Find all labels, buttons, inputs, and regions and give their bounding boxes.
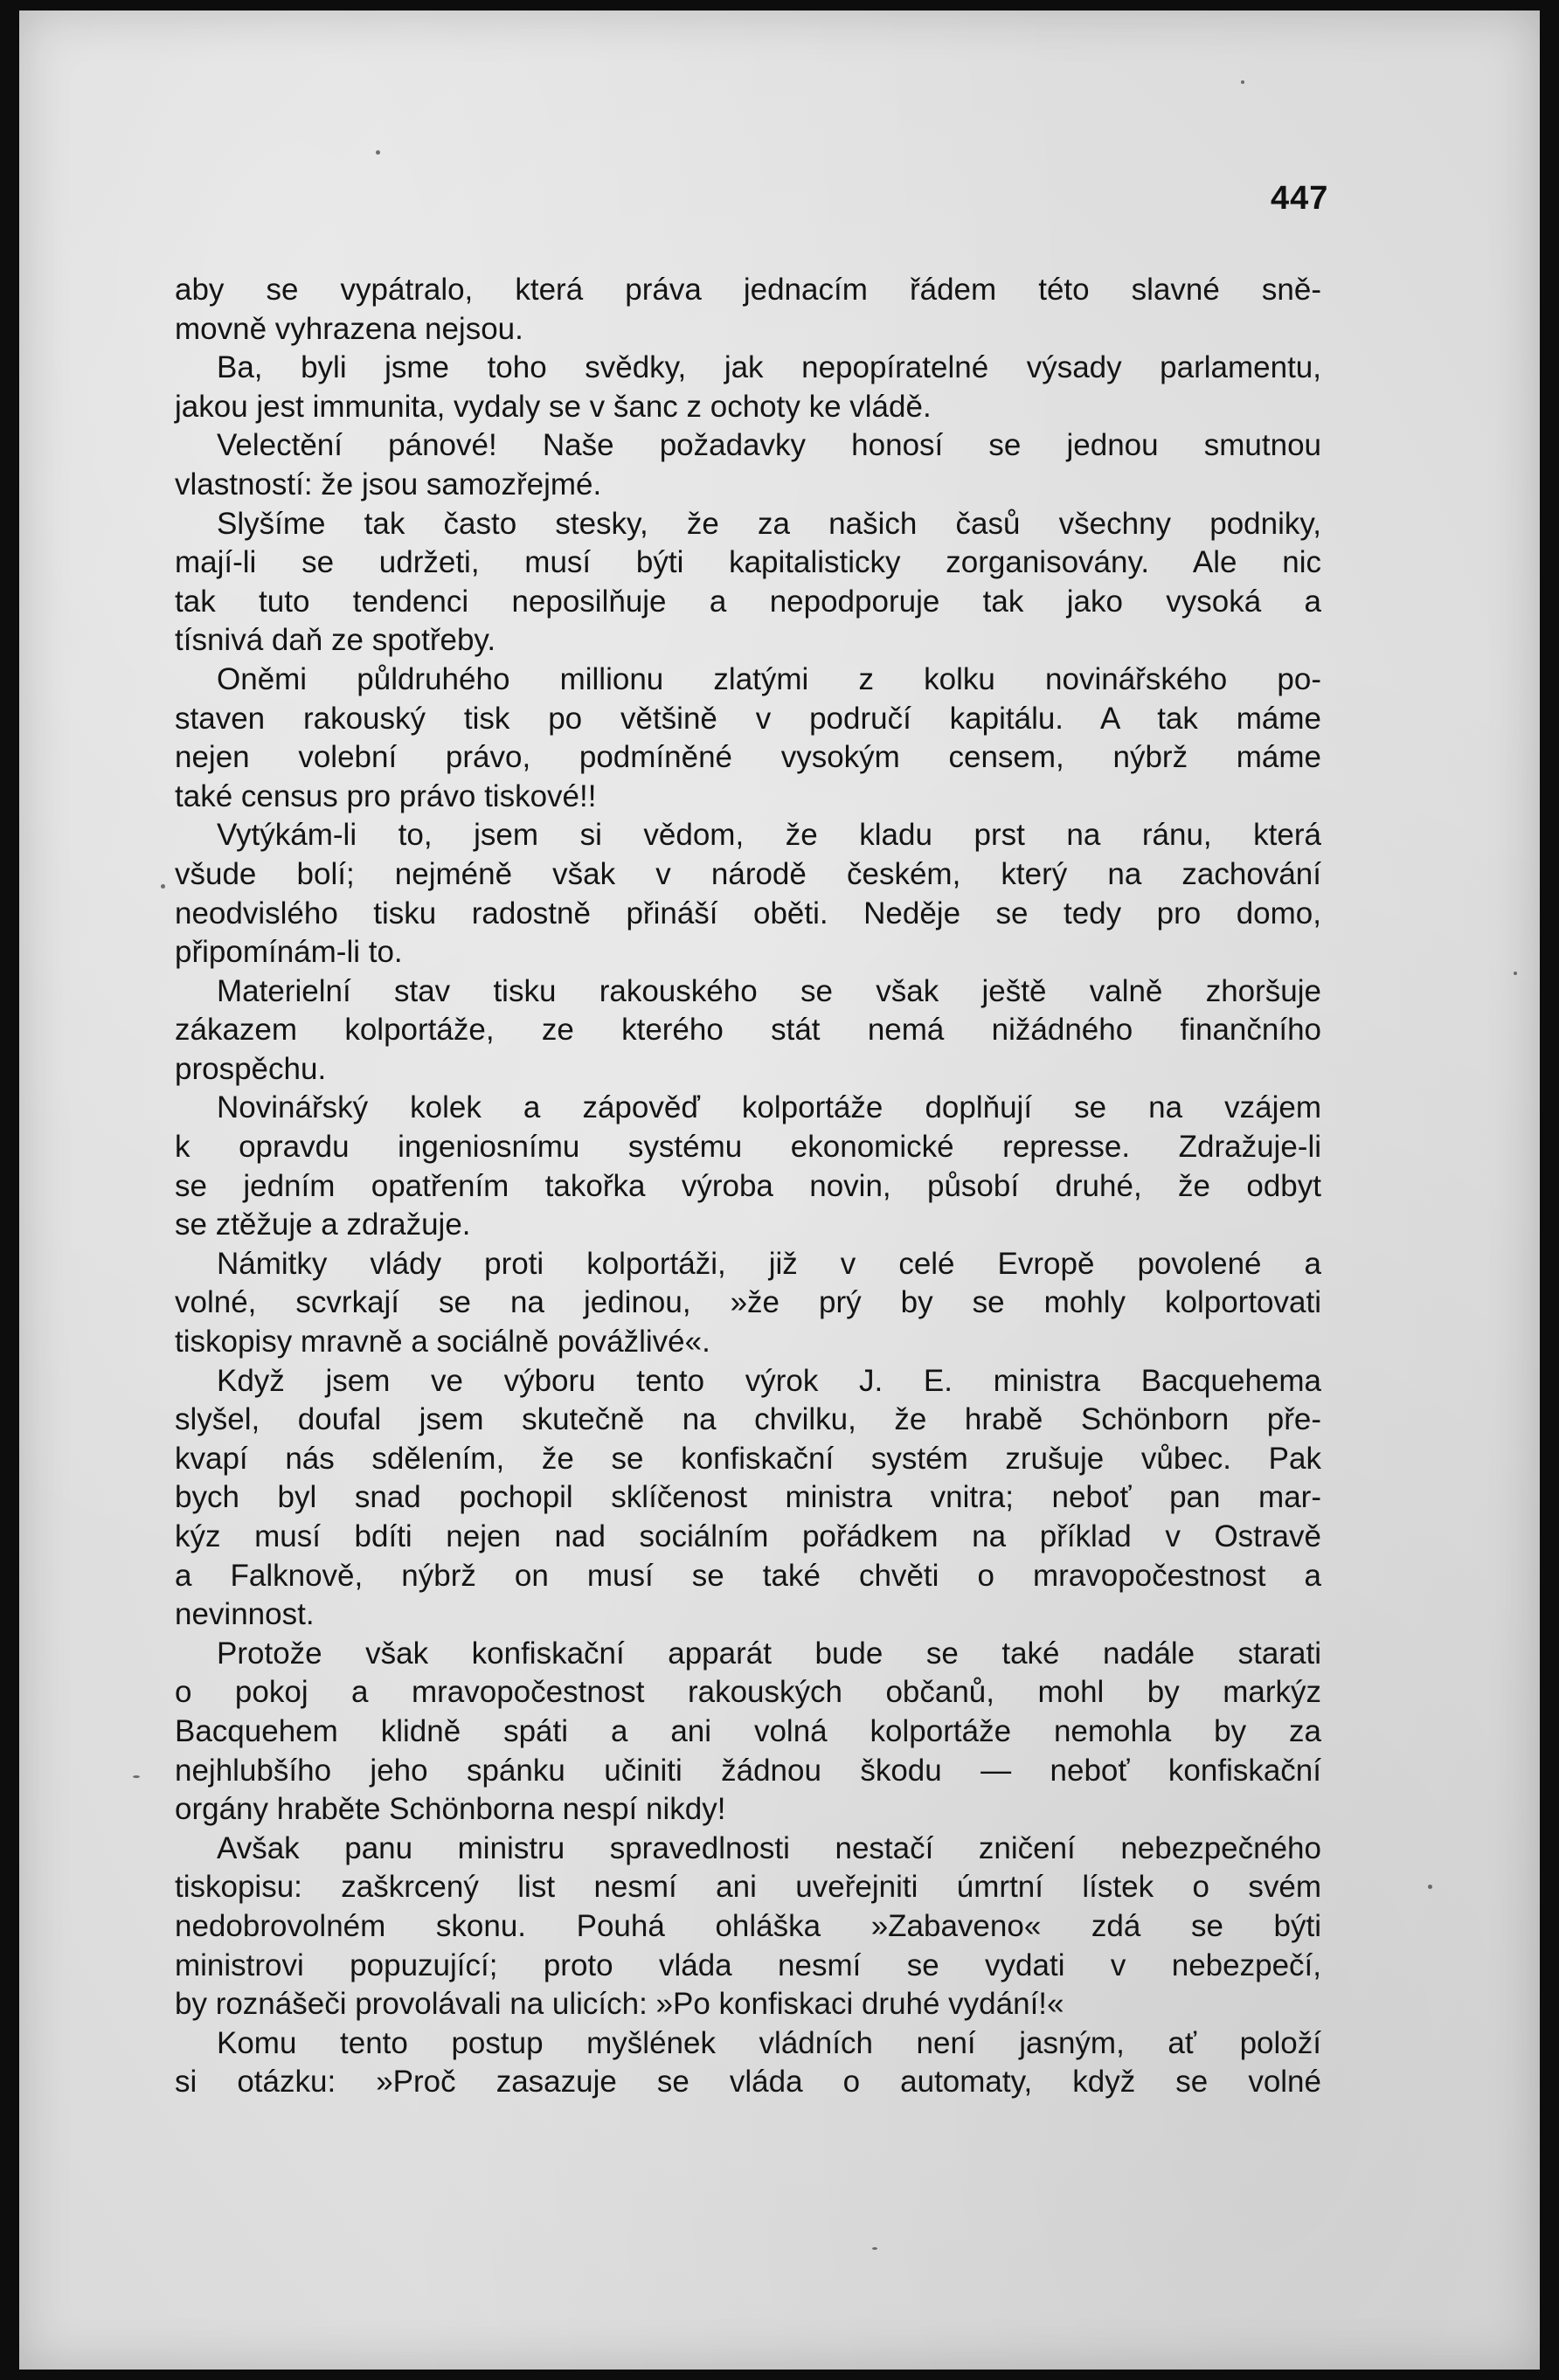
paper-speck	[1428, 1885, 1432, 1889]
paragraph	[175, 1830, 1321, 2024]
paragraph	[175, 271, 1321, 349]
text-line: aby se vypátralo, která práva jednacím řádem této slavné sně-	[175, 273, 1321, 307]
text-line: neodvislého tisku radostně přináší oběti. Neděje se tedy pro domo,	[175, 896, 1321, 931]
text-line: připomínám-li to.	[175, 935, 403, 970]
paper-speck	[1241, 80, 1244, 84]
text-line: prospěchu.	[175, 1051, 327, 1086]
paragraph	[175, 1635, 1321, 1830]
text-line: k opravdu ingeniosnímu systému ekonomické represse. Zdražuje-li	[175, 1130, 1321, 1165]
text-line: Materielní stav tisku rakouského se však ještě valně zhoršuje	[217, 973, 1321, 1008]
text-line: tiskopisu: zaškrcený list nesmí ani uveřejniti úmrtní lístek o svém	[175, 1870, 1321, 1905]
page-number: 447	[1271, 180, 1329, 217]
paper-speck	[1514, 972, 1517, 975]
text-line: se ztěžuje a zdražuje.	[175, 1207, 471, 1242]
text-line: Komu tento postup myšlének vládních není jasným, ať položí	[217, 2025, 1321, 2060]
text-line: orgány hraběte Schönborna nespí nikdy!	[175, 1792, 726, 1827]
text-line: slyšel, doufal jsem skutečně na chvilku, že hrabě Schönborn pře-	[175, 1402, 1321, 1437]
paragraph	[175, 972, 1321, 1090]
text-line: tiskopisy mravně a sociálně povážlivé«.	[175, 1325, 710, 1360]
text-line: tísnivá daň ze spotřeby.	[175, 623, 496, 658]
paper-speck	[376, 150, 380, 155]
paragraph	[175, 1245, 1321, 1362]
paragraph	[175, 426, 1321, 504]
paragraph	[175, 1362, 1321, 1635]
text-line: si otázku: »Proč zasazuje se vláda o automaty, když se volné	[175, 2065, 1321, 2100]
text-line: jakou jest immunita, vydaly se v šanc z ochoty ke vládě.	[175, 389, 932, 424]
text-line: kvapí nás sdělením, že se konfiskační systém zrušuje vůbec. Pak	[175, 1441, 1321, 1476]
text-line: zákazem kolportáže, ze kterého stát nemá nižádného finančního	[175, 1013, 1321, 1048]
text-line: nejen volební právo, podmíněné vysokým censem, nýbrž máme	[175, 740, 1321, 775]
text-line: a Falknově, nýbrž on musí se také chvěti o mravopočestnost a	[175, 1558, 1321, 1593]
text-line: Vytýkám-li to, jsem si vědom, že kladu prst na ránu, která	[217, 818, 1321, 853]
text-line: všude bolí; nejméně však v národě českém, který na zachování	[175, 856, 1321, 891]
paper-speck	[872, 2247, 877, 2250]
text-line: nejhlubšího jeho spánku učiniti žádnou škodu — neboť konfiskační	[175, 1753, 1321, 1788]
paragraph	[175, 816, 1321, 972]
text-line: se jedním opatřením takořka výroba novin, působí druhé, že odbyt	[175, 1168, 1321, 1203]
text-line: Novinářský kolek a zápověď kolportáže doplňují se na vzájem	[217, 1090, 1321, 1125]
text-line: by roznášeči provolávali na ulicích: »Po konfiskaci druhé vydání!«	[175, 1987, 1064, 2022]
text-line: staven rakouský tisk po většině v područí kapitálu. A tak máme	[175, 701, 1321, 736]
paragraph	[175, 661, 1321, 816]
paragraph	[175, 505, 1321, 661]
text-line: Protože však konfiskační apparát bude se také nadále starati	[217, 1636, 1321, 1671]
text-line: o pokoj a mravopočestnost rakouských občanů, mohl by markýz	[175, 1675, 1321, 1710]
paragraph	[175, 349, 1321, 426]
text-line: Slyšíme tak často stesky, že za našich časů všechny podniky,	[217, 506, 1321, 541]
text-line: kýz musí bdíti nejen nad sociálním pořádkem na příklad v Ostravě	[175, 1519, 1321, 1553]
text-line: movně vyhrazena nejsou.	[175, 311, 523, 346]
body-text	[175, 271, 1321, 2102]
paragraph	[175, 1089, 1321, 1244]
text-line: Oněmi půldruhého millionu zlatými z kolku novinářského po-	[217, 661, 1321, 696]
paper-speck	[161, 884, 165, 889]
text-line: Ba, byli jsme toho svědky, jak nepopíratelné výsady parlamentu,	[217, 350, 1321, 385]
paper-speck	[133, 1775, 140, 1778]
text-line: volné, scvrkají se na jedinou, »že prý by se mohly kolportovati	[175, 1285, 1321, 1320]
text-line: mají-li se udržeti, musí býti kapitalisticky zorganisovány. Ale nic	[175, 545, 1321, 580]
text-line: Avšak panu ministru spravedlnosti nestačí zničení nebezpečného	[217, 1830, 1321, 1865]
text-line: bych byl snad pochopil sklíčenost ministra vnitra; neboť pan mar-	[175, 1480, 1321, 1515]
text-line: ministrovi popuzující; proto vláda nesmí se vydati v nebezpečí,	[175, 1948, 1321, 1982]
paragraph	[175, 2024, 1321, 2102]
text-line: nevinnost.	[175, 1597, 315, 1632]
text-line: Bacquehem klidně spáti a ani volná kolportáže nemohla by za	[175, 1713, 1321, 1748]
text-line: Námitky vlády proti kolportáži, již v celé Evropě povolené a	[217, 1246, 1321, 1281]
text-line: Velectění pánové! Naše požadavky honosí se jednou smutnou	[217, 428, 1321, 463]
text-line: vlastností: že jsou samozřejmé.	[175, 467, 602, 502]
text-line: Když jsem ve výboru tento výrok J. E. ministra Bacquehema	[217, 1363, 1321, 1398]
text-line: tak tuto tendenci neposilňuje a nepodporuje tak jako vysoká a	[175, 584, 1321, 619]
text-line: také census pro právo tiskové!!	[175, 778, 597, 813]
book-page	[19, 10, 1540, 2370]
text-line: nedobrovolném skonu. Pouhá ohláška »Zabaveno« zdá se býti	[175, 1908, 1321, 1943]
